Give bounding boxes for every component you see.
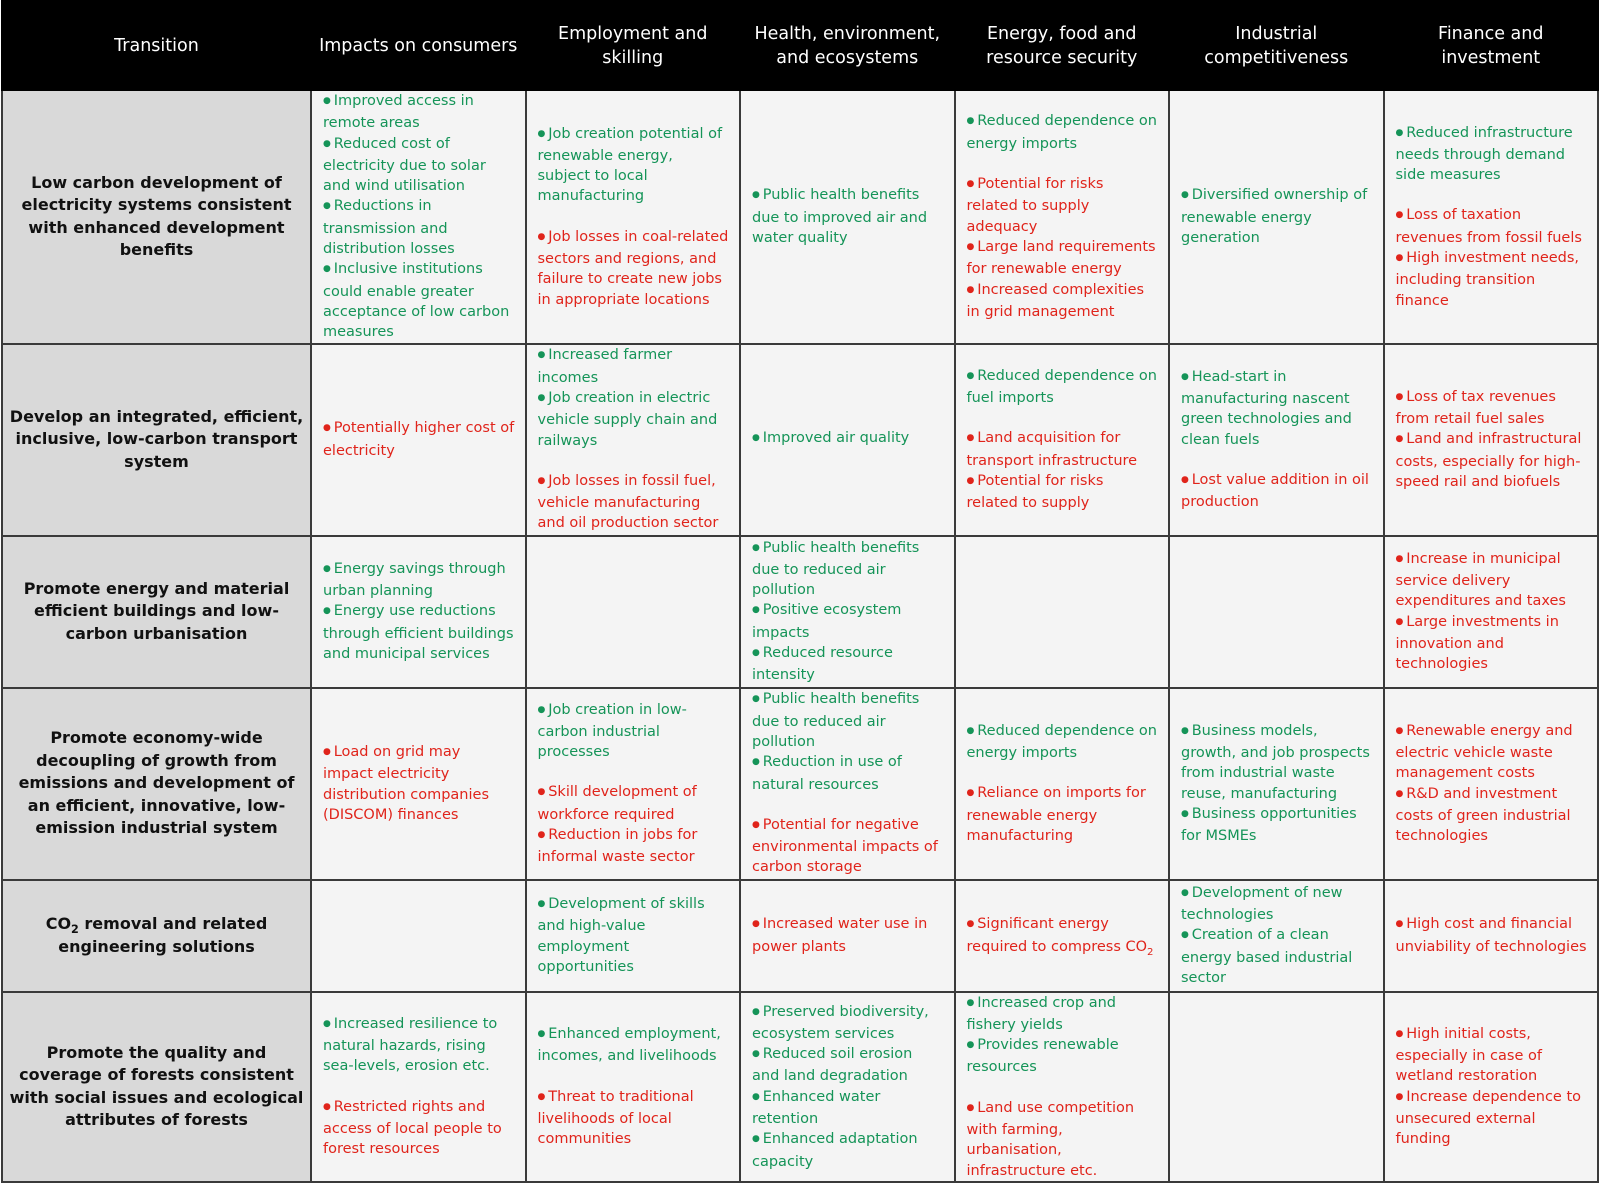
consumers-cell bbox=[311, 536, 526, 688]
list-item: ● Potential for risks related to supply bbox=[967, 471, 1159, 514]
energy-cell bbox=[955, 992, 1170, 1182]
list-item: ● Public health benefits due to reduced air pollution bbox=[752, 689, 944, 752]
health-cell bbox=[740, 536, 955, 688]
transition-impact-matrix bbox=[1, 0, 1599, 1183]
list-item: ● Restricted rights and access of local people to forest resources bbox=[323, 1097, 515, 1160]
list-item: ● Increase in municipal service delivery expenditures and taxes bbox=[1396, 549, 1588, 612]
transition-cell: Low carbon development of electricity systems consistent with enhanced development benefits bbox=[2, 90, 311, 344]
transition-cell: $CO_2$ removal and related engineering solutions bbox=[2, 880, 311, 992]
list-item: ● Job losses in fossil fuel, vehicle manufacturing and oil production sector bbox=[538, 471, 730, 534]
industry-cell bbox=[1169, 536, 1384, 688]
list-item: ● Positive ecosystem impacts bbox=[752, 600, 944, 643]
list-item: ● Development of new technologies bbox=[1181, 883, 1373, 926]
table-row bbox=[2, 90, 1598, 344]
transition-cell: Promote economy-wide decoupling of growth from emissions and development of an efficient, innovative, low-emission industrial system bbox=[2, 688, 311, 880]
energy-cell bbox=[955, 688, 1170, 880]
header-consumers: Impacts on consumers bbox=[311, 1, 526, 90]
list-item: ● Reliance on imports for renewable energy manufacturing bbox=[967, 783, 1159, 846]
list-item: ● Energy use reductions through efficient buildings and municipal services bbox=[323, 601, 515, 664]
list-item: ● Preserved biodiversity, ecosystem services bbox=[752, 1002, 944, 1045]
consumers-cell bbox=[311, 344, 526, 536]
industry-cell bbox=[1169, 90, 1384, 344]
list-item: ● Creation of a clean energy based industrial sector bbox=[1181, 925, 1373, 988]
header-employment: Employment and skilling bbox=[526, 1, 741, 90]
list-item: ● Improved air quality bbox=[752, 428, 944, 450]
list-item: ● Loss of taxation revenues from fossil fuels bbox=[1396, 205, 1588, 248]
employment-cell bbox=[526, 90, 741, 344]
list-item: ● Significant energy required to compress $CO_2$ bbox=[967, 914, 1159, 957]
table-row bbox=[2, 992, 1598, 1182]
list-item: ● Provides renewable resources bbox=[967, 1035, 1159, 1078]
list-item: ● Job creation in electric vehicle supply chain and railways bbox=[538, 388, 730, 451]
health-cell bbox=[740, 90, 955, 344]
employment-cell bbox=[526, 344, 741, 536]
list-item: ● Increased crop and fishery yields bbox=[967, 993, 1159, 1036]
list-item: ● Potential for risks related to supply adequacy bbox=[967, 174, 1159, 237]
header-energy: Energy, food and resource security bbox=[955, 1, 1170, 90]
list-item: ● Reduction in jobs for informal waste sector bbox=[538, 825, 730, 868]
list-item: ● Loss of tax revenues from retail fuel sales bbox=[1396, 387, 1588, 430]
list-item: ● Land acquisition for transport infrastructure bbox=[967, 428, 1159, 471]
transition-cell: Promote energy and material efficient buildings and low-carbon urbanisation bbox=[2, 536, 311, 688]
list-item: ● Skill development of workforce required bbox=[538, 782, 730, 825]
list-item: ● Reduced dependence on fuel imports bbox=[967, 366, 1159, 409]
header-health: Health, environment, and ecosystems bbox=[740, 1, 955, 90]
finance-cell bbox=[1384, 536, 1599, 688]
list-item: ● Enhanced adaptation capacity bbox=[752, 1129, 944, 1172]
industry-cell bbox=[1169, 344, 1384, 536]
finance-cell bbox=[1384, 688, 1599, 880]
list-item: ● Increased resilience to natural hazards, rising sea-levels, erosion etc. bbox=[323, 1014, 515, 1077]
consumers-cell bbox=[311, 688, 526, 880]
table-row bbox=[2, 880, 1598, 992]
list-item: ● High investment needs, including transition finance bbox=[1396, 248, 1588, 311]
list-item: ● Reduction in use of natural resources bbox=[752, 752, 944, 795]
transition-cell: Promote the quality and coverage of forests consistent with social issues and ecological attributes of forests bbox=[2, 992, 311, 1182]
list-item: ● Inclusive institutions could enable greater acceptance of low carbon measures bbox=[323, 259, 515, 342]
employment-cell bbox=[526, 880, 741, 992]
list-item: ● Large land requirements for renewable energy bbox=[967, 237, 1159, 280]
list-item: ● Improved access in remote areas bbox=[323, 91, 515, 134]
list-item: ● Reductions in transmission and distribution losses bbox=[323, 196, 515, 259]
table-body bbox=[2, 90, 1598, 1182]
energy-cell bbox=[955, 880, 1170, 992]
list-item: ● Job losses in coal-related sectors and regions, and failure to create new jobs in appropriate locations bbox=[538, 227, 730, 310]
finance-cell bbox=[1384, 90, 1599, 344]
list-item: ● Reduced resource intensity bbox=[752, 643, 944, 686]
list-item: ● High cost and financial unviability of technologies bbox=[1396, 914, 1588, 957]
list-item: ● Head-start in manufacturing nascent green technologies and clean fuels bbox=[1181, 367, 1373, 450]
list-item: ● Increased water use in power plants bbox=[752, 914, 944, 957]
list-item: ● Reduced cost of electricity due to solar and wind utilisation bbox=[323, 134, 515, 197]
list-item: ● Potentially higher cost of electricity bbox=[323, 418, 515, 461]
list-item: ● Business models, growth, and job prospects from industrial waste reuse, manufacturing bbox=[1181, 721, 1373, 804]
consumers-cell bbox=[311, 880, 526, 992]
energy-cell bbox=[955, 536, 1170, 688]
list-item: ● Diversified ownership of renewable energy generation bbox=[1181, 185, 1373, 248]
list-item: ● Reduced soil erosion and land degradation bbox=[752, 1044, 944, 1087]
industry-cell bbox=[1169, 688, 1384, 880]
list-item: ● Increase dependence to unsecured external funding bbox=[1396, 1087, 1588, 1150]
employment-cell bbox=[526, 536, 741, 688]
energy-cell bbox=[955, 344, 1170, 536]
employment-cell bbox=[526, 688, 741, 880]
list-item: ● Increased complexities in grid management bbox=[967, 280, 1159, 323]
list-item: ● Land use competition with farming, urbanisation, infrastructure etc. bbox=[967, 1098, 1159, 1181]
list-item: ● Reduced dependence on energy imports bbox=[967, 111, 1159, 154]
health-cell bbox=[740, 688, 955, 880]
table-row bbox=[2, 688, 1598, 880]
list-item: ● Potential for negative environmental impacts of carbon storage bbox=[752, 815, 944, 878]
header-transition: Transition bbox=[2, 1, 311, 90]
header-row bbox=[2, 1, 1598, 90]
list-item: ● Load on grid may impact electricity distribution companies (DISCOM) finances bbox=[323, 742, 515, 825]
list-item: ● R&D and investment costs of green industrial technologies bbox=[1396, 784, 1588, 847]
header-finance: Finance and investment bbox=[1384, 1, 1599, 90]
list-item: ● Large investments in innovation and technologies bbox=[1396, 612, 1588, 675]
list-item: ● Enhanced employment, incomes, and livelihoods bbox=[538, 1024, 730, 1067]
list-item: ● Enhanced water retention bbox=[752, 1087, 944, 1130]
table-header bbox=[2, 1, 1598, 90]
energy-cell bbox=[955, 90, 1170, 344]
list-item: ● Public health benefits due to improved air and water quality bbox=[752, 185, 944, 248]
table-row bbox=[2, 536, 1598, 688]
header-industry: Industrial competitiveness bbox=[1169, 1, 1384, 90]
list-item: ● Job creation potential of renewable energy, subject to local manufacturing bbox=[538, 124, 730, 207]
industry-cell bbox=[1169, 992, 1384, 1182]
health-cell bbox=[740, 992, 955, 1182]
list-item: ● Reduced dependence on energy imports bbox=[967, 721, 1159, 764]
finance-cell bbox=[1384, 880, 1599, 992]
list-item: ● Public health benefits due to reduced air pollution bbox=[752, 538, 944, 601]
finance-cell bbox=[1384, 992, 1599, 1182]
list-item: ● Development of skills and high-value employment opportunities bbox=[538, 894, 730, 977]
employment-cell bbox=[526, 992, 741, 1182]
consumers-cell bbox=[311, 90, 526, 344]
list-item: ● Lost value addition in oil production bbox=[1181, 470, 1373, 513]
list-item: ● Reduced infrastructure needs through demand side measures bbox=[1396, 123, 1588, 186]
transition-cell: Develop an integrated, efficient, inclusive, low-carbon transport system bbox=[2, 344, 311, 536]
list-item: ● Energy savings through urban planning bbox=[323, 559, 515, 602]
consumers-cell bbox=[311, 992, 526, 1182]
list-item: ● Land and infrastructural costs, especially for high-speed rail and biofuels bbox=[1396, 429, 1588, 492]
health-cell bbox=[740, 344, 955, 536]
industry-cell bbox=[1169, 880, 1384, 992]
list-item: ● Business opportunities for MSMEs bbox=[1181, 804, 1373, 847]
list-item: ● High initial costs, especially in case of wetland restoration bbox=[1396, 1024, 1588, 1087]
list-item: ● Renewable energy and electric vehicle waste management costs bbox=[1396, 721, 1588, 784]
health-cell bbox=[740, 880, 955, 992]
list-item: ● Threat to traditional livelihoods of local communities bbox=[538, 1087, 730, 1150]
list-item: ● Job creation in low-carbon industrial processes bbox=[538, 700, 730, 763]
finance-cell bbox=[1384, 344, 1599, 536]
list-item: ● Increased farmer incomes bbox=[538, 345, 730, 388]
table-row bbox=[2, 344, 1598, 536]
